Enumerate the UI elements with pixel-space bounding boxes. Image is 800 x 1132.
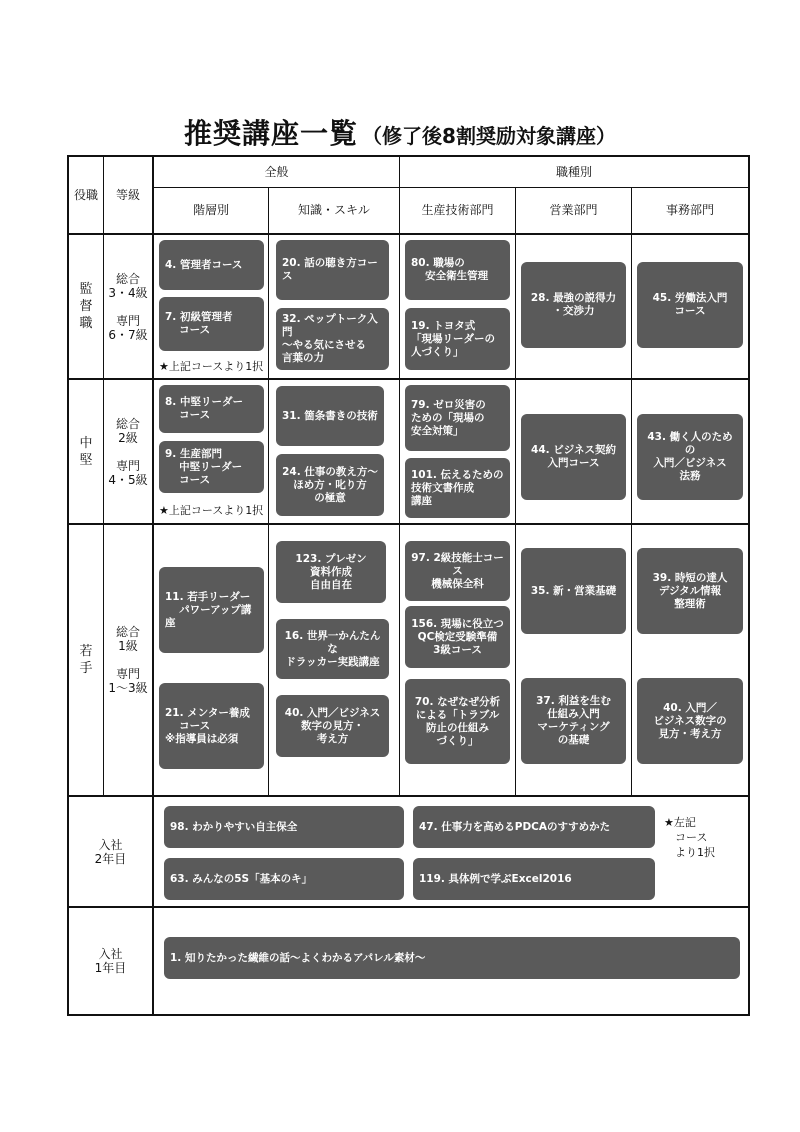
grade-middle: 総合 2級 専門 4・5級: [108, 416, 148, 487]
course-156-label: 156. 現場に役立つ QC検定受験準備 3級コース: [411, 617, 504, 656]
course-4-label: 4. 管理者コース: [165, 258, 243, 271]
course-19-label: 19. トヨタ式 「現場リーダーの 人づくり」: [411, 319, 495, 358]
course-97-label: 97. 2級技能士コース 機械保全科: [411, 551, 504, 590]
course-44[interactable]: [521, 414, 626, 500]
course-9[interactable]: [159, 441, 264, 493]
course-16-label: 16. 世界一かんたんな ドラッカー実践講座: [284, 629, 381, 668]
course-43-label: 43. 働く人のための 入門／ビジネス 法務: [647, 431, 733, 482]
course-28[interactable]: [521, 262, 626, 348]
course-123-label: 123. プレゼン 資料作成 自由自在: [295, 552, 367, 591]
course-37-label: 37. 利益を生む 仕組み入門 マーケティング の基礎: [536, 695, 611, 746]
grade-young: 総合 1級 専門 1〜3級: [108, 625, 148, 695]
course-43[interactable]: [637, 414, 743, 500]
course-45[interactable]: [637, 262, 743, 348]
title-main: 推奨講座一覧: [184, 117, 359, 150]
course-40a-label: 40. 入門／ビジネス 数字の見方・ 考え方: [284, 706, 381, 745]
course-44-label: 44. ビジネス契約 入門コース: [531, 444, 616, 469]
header-tier: 階層別: [192, 203, 229, 217]
course-70-label: 70. なぜなぜ分析 による「トラブル 防止の仕組み づくり」: [414, 695, 501, 747]
course-8[interactable]: [159, 385, 264, 433]
col-line-grade: [152, 155, 154, 1016]
course-70[interactable]: [405, 679, 510, 764]
header-sales: 営業部門: [549, 203, 598, 217]
course-11[interactable]: [159, 567, 264, 653]
course-9-label: 9. 生産部門 中堅リーダー コース: [165, 447, 243, 486]
course-47-label: 47. 仕事力を高めるPDCAのすすめかた: [419, 820, 611, 833]
col-line-skill: [268, 187, 269, 797]
course-47[interactable]: [413, 806, 655, 848]
course-21[interactable]: [159, 683, 264, 769]
course-97[interactable]: [405, 541, 510, 601]
row-line-supervisor: [67, 378, 750, 380]
course-19[interactable]: [405, 308, 510, 370]
course-39[interactable]: [637, 548, 743, 634]
col-line-sales: [515, 187, 516, 797]
course-31[interactable]: [276, 386, 384, 446]
label-year1: 入社 1年目: [94, 947, 127, 975]
course-39-label: 39. 時短の達人 デジタル情報 整理術: [652, 571, 728, 610]
grade-supervisor: 総合 3・4級 専門 6・7級: [108, 271, 148, 342]
course-1[interactable]: [164, 937, 740, 979]
course-80[interactable]: [405, 240, 510, 300]
course-45-label: 45. 労働法入門 コース: [652, 292, 728, 317]
course-123[interactable]: [276, 541, 386, 603]
note-middle: ★上記コースより1択: [159, 504, 264, 517]
course-31-label: 31. 箇条書きの技術: [282, 409, 378, 422]
course-80-label: 80. 職場の 安全衛生管理: [411, 257, 489, 282]
title-sub: （修了後8割奨励対象講座）: [362, 124, 616, 148]
role-middle: 中 堅: [79, 435, 93, 468]
course-24-label: 24. 仕事の教え方〜 ほめ方・叱り方 の極意: [282, 465, 378, 504]
role-young: 若 手: [79, 644, 93, 676]
course-24[interactable]: [276, 454, 384, 516]
course-16[interactable]: [276, 619, 389, 679]
course-35-label: 35. 新・営業基礎: [530, 584, 617, 597]
header-skill: 知識・スキル: [298, 203, 370, 217]
course-40b[interactable]: [637, 678, 743, 764]
course-101[interactable]: [405, 458, 510, 518]
course-98-label: 98. わかりやすい自主保全: [170, 820, 298, 833]
table-bottom-border: [67, 1014, 750, 1016]
label-year2: 入社 2年目: [94, 837, 127, 866]
course-37[interactable]: [521, 678, 626, 764]
course-20-label: 20. 話の聴き方コース: [282, 257, 378, 282]
course-119-label: 119. 具体例で学ぶExcel2016: [419, 872, 572, 885]
role-supervisor: 監 督 職: [79, 282, 93, 331]
course-79[interactable]: [405, 385, 510, 451]
header-bottom-line: [67, 233, 750, 235]
course-79-label: 79. ゼロ災害の ための「現場の 安全対策」: [411, 398, 486, 437]
col-line-general: [399, 155, 400, 797]
row-line-year2: [67, 906, 750, 908]
course-98[interactable]: [164, 806, 404, 848]
note-year2: ★左記 コース より1択: [664, 816, 715, 859]
course-32[interactable]: [276, 308, 389, 370]
course-4[interactable]: [159, 240, 264, 290]
course-40a[interactable]: [276, 695, 389, 757]
header-general: 全般: [264, 164, 289, 179]
course-32-label: 32. ペップトーク入門 〜やる気にさせる 言葉の力: [282, 313, 378, 364]
header-role: 役職: [73, 187, 98, 202]
course-119[interactable]: [413, 858, 655, 900]
course-63[interactable]: [164, 858, 404, 900]
course-11-label: 11. 若手リーダー パワーアップ講座: [165, 590, 252, 629]
course-101-label: 101. 伝えるための 技術文書作成 講座: [411, 468, 504, 507]
note-supervisor: ★上記コースより1択: [159, 360, 264, 373]
row-line-middle: [67, 523, 750, 525]
header-grade: 等級: [115, 187, 140, 202]
table-right-border: [748, 155, 750, 1016]
page-title: [0, 112, 800, 152]
course-63-label: 63. みんなの5S「基本のキ」: [170, 872, 313, 885]
col-line-office: [631, 187, 632, 797]
row-line-young: [67, 795, 750, 797]
course-40b-label: 40. 入門／ ビジネス数字の 見方・考え方: [653, 701, 727, 740]
course-8-label: 8. 中堅リーダー コース: [165, 396, 243, 421]
course-1-label: 1. 知りたかった繊維の話〜よくわかるアパレル素材〜: [170, 951, 426, 964]
course-20[interactable]: [276, 240, 389, 300]
course-21-label: 21. メンター養成 コース ※指導員は必須: [165, 706, 250, 745]
course-7-label: 7. 初級管理者 コース: [165, 311, 233, 336]
header-production: 生産技術部門: [421, 203, 494, 217]
course-156[interactable]: [405, 606, 510, 668]
header-by-job: 職種別: [555, 164, 592, 179]
course-7[interactable]: [159, 297, 264, 351]
header-office: 事務部門: [665, 203, 714, 217]
course-35[interactable]: [521, 548, 626, 634]
course-28-label: 28. 最強の説得力 ・交渉力: [530, 292, 617, 317]
